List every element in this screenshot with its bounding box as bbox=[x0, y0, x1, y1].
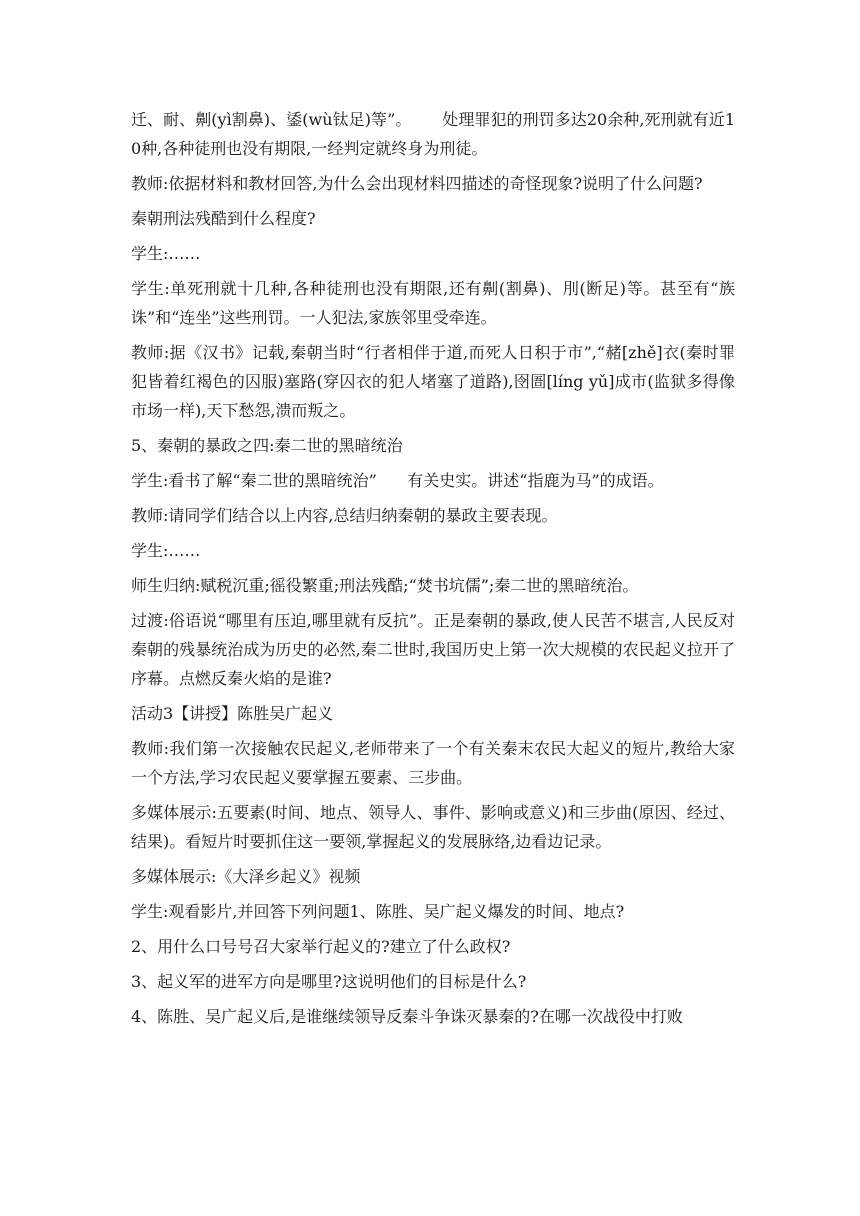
paragraph-student-ellipsis-2: 学生:…… bbox=[131, 541, 201, 560]
paragraph-teacher-question: 教师:依据材料和教材回答,为什么会出现材料四描述的奇怪现象?说明了什么问题? bbox=[131, 174, 703, 193]
paragraph-teacher-summary: 教师:请同学们结合以上内容,总结归纳秦朝的暴政主要表现。 bbox=[131, 506, 558, 525]
paragraph-student-ellipsis-1: 学生:…… bbox=[131, 244, 201, 263]
paragraph-multimedia-video: 多媒体展示:《大泽乡起义》视频 bbox=[131, 867, 361, 886]
paragraph-multimedia-elements: 多媒体展示:五要素(时间、地点、领导人、事件、影响或意义)和三步曲(原因、经过、结果)。看短片时要抓住这一要领,掌握起义的发展脉络,边看边记录。 bbox=[131, 803, 735, 851]
document-page bbox=[131, 105, 735, 1037]
heading-tyranny-four: 5、秦朝的暴政之四:秦二世的黑暗统治 bbox=[131, 436, 403, 455]
paragraph-student-questions: 学生:观看影片,并回答下列问题1、陈胜、吴广起义爆发的时间、地点? bbox=[131, 902, 625, 921]
paragraph-question-2: 2、用什么口号号召大家举行起义的?建立了什么政权? bbox=[131, 937, 511, 956]
heading-activity-3: 活动3【讲授】陈胜吴广起义 bbox=[131, 704, 334, 723]
paragraph-question-3: 3、起义军的进军方向是哪里?这说明他们的目标是什么? bbox=[131, 972, 527, 991]
paragraph-teacher-intro: 教师:我们第一次接触农民起义,老师带来了一个有关秦末农民大起义的短片,教给大家一个方法,学习农民起义要掌握五要素、三步曲。 bbox=[131, 739, 735, 787]
paragraph-student-reading: 学生:看书了解“秦二世的黑暗统治” 有关史实。讲述“指鹿为马”的成语。 bbox=[131, 471, 664, 490]
paragraph-question-4: 4、陈胜、吴广起义后,是谁继续领导反秦斗争诛灭暴秦的?在哪一次战役中打败 bbox=[131, 1007, 683, 1026]
paragraph-punishment-list: 迁、耐、劓(yì割鼻)、鋈(wù钛足)等”。 处理罪犯的刑罚多达20余种,死刑就有近10种,各种徒刑也没有期限,一经判定就终身为刑徒。 bbox=[131, 110, 735, 158]
paragraph-student-answer: 学生:单死刑就十几种,各种徒刑也没有期限,还有劓(割鼻)、刖(断足)等。甚至有“族诛”和“连坐”这些刑罚。一人犯法,家族邻里受牵连。 bbox=[131, 279, 735, 327]
paragraph-question-severity: 秦朝刑法残酷到什么程度? bbox=[131, 209, 316, 228]
paragraph-transition: 过渡:俗语说“哪里有压迫,哪里就有反抗”。正是秦朝的暴政,使人民苦不堪言,人民反对秦朝的残暴统治成为历史的必然,秦二世时,我国历史上第一次大规模的农民起义拉开了序幕。点燃反秦火焰的是谁? bbox=[131, 611, 735, 688]
paragraph-conclusion: 师生归纳:赋税沉重;徭役繁重;刑法残酷;“焚书坑儒”;秦二世的黑暗统治。 bbox=[131, 576, 639, 595]
paragraph-teacher-hanshu: 教师:据《汉书》记载,秦朝当时“行者相伴于道,而死人日积于市”,“赭[zhě]衣(秦时罪犯皆着红褐色的囚服)塞路(穿囚衣的犯人堵塞了道路),囹圄[líng yǔ]成市(监狱多得像市场一样),天下愁怨,溃而叛之。 bbox=[131, 343, 735, 420]
